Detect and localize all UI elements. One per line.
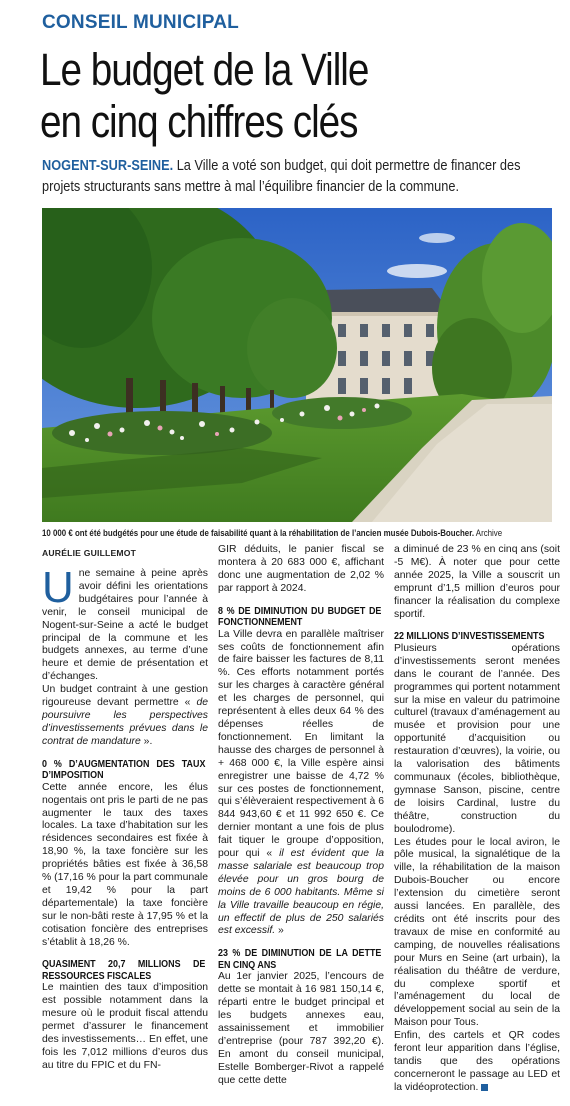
subheading: 22 MILLIONS D’INVESTISSEMENTS	[394, 631, 545, 643]
paragraph-text: ».	[140, 735, 153, 747]
drop-cap: U	[42, 563, 74, 612]
article-column-2	[218, 544, 384, 1088]
subheading: QUASIMENT 20,7 MILLIONS DE RESSOURCES FISCALES	[42, 959, 206, 982]
page-title	[40, 44, 470, 148]
standfirst	[42, 156, 535, 198]
section-kicker: CONSEIL MUNICIPAL	[42, 12, 239, 33]
quote-text: il est évident que la masse salariale est beaucoup trop élevée pour un gros bourg de moins de 6 000 habitants. Même si la Ville travaille beaucoup en régie, un effectif de plus de 250 salariés est excessif.	[218, 848, 384, 937]
subheading: 23 % DE DIMINUTION DE LA DETTE EN CINQ ANS	[218, 948, 382, 971]
paragraph-text: ne semaine à peine après avoir défini les orientations budgétaires pour l’année à venir, le conseil municipal de Nogent-sur-Seine a acté le budget principal de la commune et les budgets annexes, au terme d’une heure et demie de présentation et d’échanges.	[42, 568, 208, 683]
paragraph: Plusieurs opérations d’investissements seront menées dans le courant de l’année. Des programmes qui portent notamment sur la mise en valeur du patrimoine culturel (travaux d’aménagement au musée et provision pour une opportunité d’acquisition ou restauration d’œuvres), la voirie, ou la valorisation des bâtiments communaux (écoles, bibliothèque, gymnase Sanson, piscine, centre de loisirs Cardinal, lustre du théâtre, construction du boulodrome).	[394, 642, 560, 835]
subheading: 0 % D’AUGMENTATION DES TAUX D’IMPOSITION	[42, 758, 206, 782]
paragraph	[394, 1030, 560, 1095]
article-column-1	[42, 563, 208, 1073]
caption-text: 10 000 € ont été budgétés pour une étude de faisabilité quant à la réhabilitation de l’ancien musée Dubois-Boucher.	[42, 528, 475, 538]
author-byline: AURÉLIE GUILLEMOT	[42, 548, 137, 558]
subheading: 8 % DE DIMINUTION DU BUDGET DE FONCTIONNEMENT	[218, 605, 382, 629]
paragraph: Le maintien des taux d’imposition est possible notamment dans la mesure où le produit fiscal attendu permet d’assurer le financement des investissements… En effet, une fois les 7,012 millions d’euros dus au titre du FPIC et du FN-	[42, 982, 208, 1071]
headline-line-2: en cinq chiffres clés	[40, 96, 358, 147]
paragraph: Au 1er janvier 2025, l’encours de dette se montait à 16 981 150,14 €, réparti entre le budget principal et les budgets annexes eau, assainissement et immobilier d’entreprise (pour 787 392,20 €). En amont du conseil municipal, Estelle Bomberger-Rivot a rappelé que cette dette	[218, 971, 384, 1086]
quote-text: de poursuivre les perspectives d’investissements prévues dans le contrat de mandature	[42, 697, 208, 747]
paragraph	[218, 629, 384, 939]
photo-credit: Archive	[474, 528, 503, 538]
end-of-article-mark	[481, 1084, 488, 1091]
paragraph: a diminué de 23 % en cinq ans (soit -5 M€). À noter que pour cette année 2025, la Ville a souscrit un emprunt d’1,5 million d’euros pour financer la réalisation du complexe sportif.	[394, 544, 560, 620]
paragraph-text: Un budget contraint à une gestion rigoureuse devant permettre «	[42, 684, 208, 709]
museum-park-image	[42, 208, 552, 522]
paragraph: GIR déduits, le panier fiscal se montera à 20 683 000 €, affichant donc une augmentation de 2,02 % par rapport à 2024.	[218, 544, 384, 594]
paragraph-text: La Ville devra en parallèle maîtriser ses coûts de fonctionnement afin de faire baisser les factures de 8,11 %. Ces efforts notamment portés sur les charges à caractère général et les charges de personnel, qui représentent à elles deux 64 % des dépenses réelles de fonctionnement. En limitant la hausse des charges de personnel à + 468 000 €, la Ville espère ainsi enregistrer une baisse de 4,72 % sur ces postes de fonctionnement, qui s’élèveraient respectivement à 6 844 943,60 € et 11 992 650 €. Ce dernier montant a une fois de plus fait tiquer le groupe d’opposition, pour qui «	[218, 628, 384, 860]
standfirst-location: NOGENT-SUR-SEINE.	[42, 158, 174, 174]
paragraph	[42, 684, 208, 749]
paragraph: Cette année encore, les élus nogentais ont pris le parti de ne pas augmenter le taux des taxes locales. La taxe d’habitation sur les résidences secondaires est fixée à 18,90 %, la taxe foncière sur les propriétés bâties est fixée à 36,58 % (17,16 % pour la part communale et 19,42 % pour la part départementale) la taxe foncière sur le non-bâti reste à 17,95 % et la cotisation foncière des entreprises s’établit à 18,26 %.	[42, 781, 208, 948]
article-column-3	[394, 544, 560, 1095]
paragraph: Les études pour le local aviron, le pôle musical, la signalétique de la ville, la réhabilitation de la maison Dubois-Boucher ou encore l’extension du cimetière seront aussi lancées. En parallèle, des crédits ont été inscrits pour des travaux de mise en conformité au camping, de nouvelles réalisations pour Murs en Seine (art urbain), la réalisation du théâtre de verdure, du complexe sportif et l’aménagement du local de développement social au sein de la Maison pour Tous.	[394, 836, 560, 1029]
standfirst-text: La Ville a voté son budget, qui doit permettre de financer des projets structurants sans mettre à mal l’équilibre financier de la commune.	[42, 158, 521, 195]
article-photo	[42, 208, 552, 522]
headline-line-1: Le budget de la Ville	[40, 44, 369, 95]
photo-caption	[42, 527, 503, 539]
paragraph-text: »	[275, 925, 284, 937]
paragraph	[42, 563, 208, 684]
paragraph-text: Enfin, des cartels et QR codes feront leur apparition dans l’église, tandis que des opérations concerneront le passage au LED et la vidéoprotection.	[394, 1030, 560, 1093]
